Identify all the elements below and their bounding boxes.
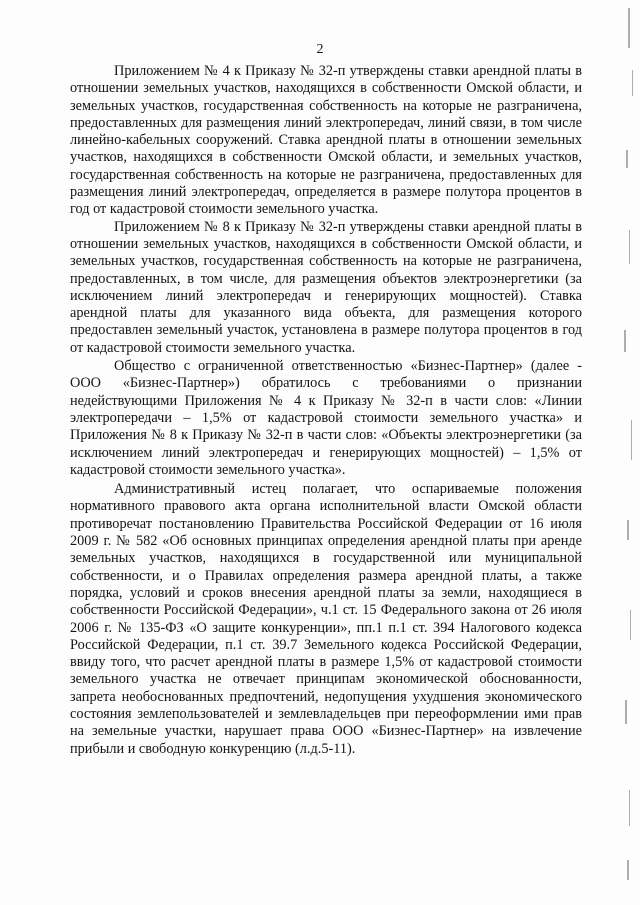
page-number: 2: [316, 42, 324, 57]
paragraph-plaintiff-arguments: Административный истец полагает, что оспариваемые положения нормативного правового акта органа исполнительной власти Омской области противоречат постановлению Правительства Российской Федерации от 16 июля 2009 г. № 582 «Об основных принципах определения арендной платы при аренде земельных участков, находящихся в государственной или муниципальной собственности, и о Правилах определения размера арендной платы, а также порядка, условий и сроков внесения арендной платы за земли, находящиеся в собственности Российской Федерации», ч.1 ст. 15 Федерального закона от 26 июля 2006 г. № 135-ФЗ «О защите конкуренции», пп.1 п.1 ст. 394 Налогового кодекса Российской Федерации, п.1 ст. 39.7 Земельного кодекса Российской Федерации, ввиду того, что расчет арендной платы в размере 1,5% от кадастровой стоимости земельного участка не отвечает принципам экономической обоснованности, запрета необоснованных предпочтений, недопущения ухудшения экономического состояния землепользователей и землевладельцев при переоформлении ими прав на земельные участки, нарушает права ООО «Бизнес-Партнер» на извлечение прибыли и свободную конкуренцию (л.д.5-11).: [70, 481, 582, 757]
scan-edge-artifact: [598, 0, 640, 905]
paragraph-plaintiff-claim: Общество с ограниченной ответственностью «Бизнес-Партнер» (далее - ООО «Бизнес-Партнер») обратилось с требованиями о признании недействующими Приложения № 4 к Приказу № 32-п в части слов: «Линии электропередачи – 1,5% от кадастровой стоимости земельного участка» и Приложения № 8 к Приказу № 32-п в части слов: «Объекты электроэнергетики (за исключением линий электропередач и генерирующих мощностей) – 1,5% от кадастровой стоимости земельного участка».: [70, 358, 582, 478]
body-text: [70, 63, 582, 758]
paragraph-appendix-8: Приложением № 8 к Приказу № 32-п утверждены ставки арендной платы в отношении земельных участков, находящихся в собственности Омской области, и земельных участков, государственная собственность на которые не разграничена, предоставленных, в том числе, для размещения объектов электроэнергетики (за исключением линий электропередач и генерирующих мощностей). Ставка арендной платы для указанного вида объекта, для размещения которого предоставлен земельный участок, установлена в размере полутора процентов в год от кадастровой стоимости земельного участка.: [70, 218, 582, 356]
paragraph-appendix-4: Приложением № 4 к Приказу № 32-п утверждены ставки арендной платы в отношении земельных участков, находящихся в собственности Омской области, и земельных участков, государственная собственность на которые не разграничена, предоставленных для размещения линий электропередач, линий связи, в том числе линейно-кабельных сооружений. Ставка арендной платы в отношении земельных участков, находящихся в собственности Омской области, и земельных участков, государственная собственность на которые не разграничена, предоставленных для размещения линий электропередач, определяется в размере полутора процентов в год от кадастровой стоимости земельного участка.: [70, 63, 582, 218]
